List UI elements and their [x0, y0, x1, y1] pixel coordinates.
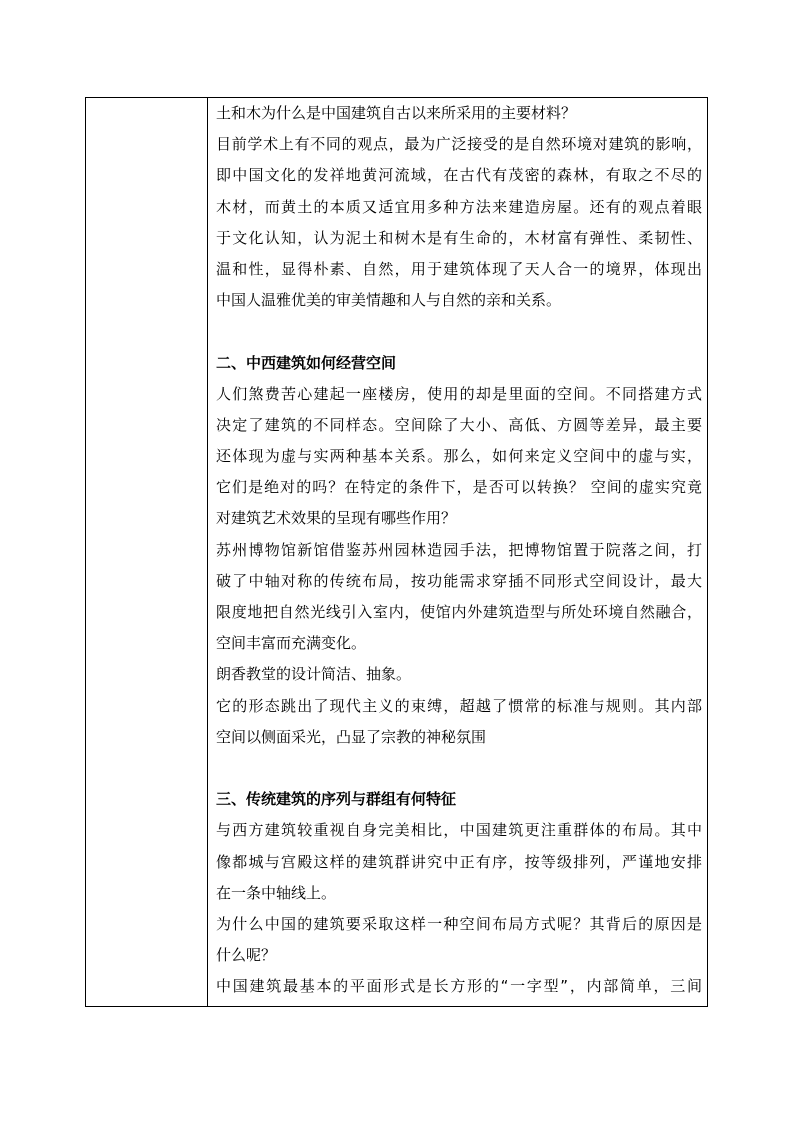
blank-line [216, 316, 702, 347]
paragraph-line: 限度地把自然光线引入室内，使馆内外建筑造型与所处环境自然融合， [216, 603, 702, 621]
paragraph-line: 空间丰富而充满变化。 [216, 634, 367, 653]
paragraph-line: 它的形态跳出了现代主义的束缚，超越了惯常的标准与规则。其内部 [216, 696, 702, 715]
paragraph-line: 还体现为虚与实两种基本关系。那么，如何来定义空间中的虚与实， [216, 447, 702, 466]
paragraph-line: 什么呢？ [216, 946, 277, 965]
paragraph-line: 朗香教堂的设计简洁、抽象。 [216, 665, 412, 684]
document-table [85, 97, 708, 1007]
table-left-cell [86, 98, 208, 1006]
paragraph-line: 土和木为什么是中国建筑自古以来所采用的主要材料？ [216, 104, 577, 122]
paragraph-line: 苏州博物馆新馆借鉴苏州园林造园手法，把博物馆置于院落之间，打 [216, 540, 702, 559]
paragraph-line: 空间以侧面采光，凸显了宗教的神秘氛围 [216, 727, 487, 746]
paragraph-line: 中国建筑最基本的平面形式是长方形的“一字型”，内部简单，三间 [216, 977, 702, 996]
paragraph-line: 对建筑艺术效果的呈现有哪些作用？ [216, 509, 457, 528]
paragraph-line: 木材，而黄土的本质又适宜用多种方法来建造房屋。还有的观点着眼 [216, 197, 702, 216]
table-right-cell [208, 98, 707, 1006]
paragraph-line: 为什么中国的建筑要采取这样一种空间布局方式呢？其背后的原因是 [216, 914, 702, 933]
section-heading: 三、传统建筑的序列与群组有何特征 [216, 790, 457, 809]
paragraph-line: 与西方建筑较重视自身完美相比，中国建筑更注重群体的布局。其中 [216, 821, 702, 840]
paragraph-line: 目前学术上有不同的观点，最为广泛接受的是自然环境对建筑的影响， [216, 135, 702, 154]
paragraph-line: 中国人温雅优美的审美情趣和人与自然的亲和关系。 [216, 291, 562, 310]
paragraph-line: 它们是绝对的吗？在特定的条件下，是否可以转换？ 空间的虚实究竟 [216, 478, 702, 497]
paragraph-line: 像都城与宫殿这样的建筑群讲究中正有序，按等级排列，严谨地安排 [216, 852, 702, 871]
paragraph-line: 在一条中轴线上。 [216, 883, 337, 902]
paragraph-line: 于文化认知，认为泥土和树木是有生命的，木材富有弹性、柔韧性、 [216, 228, 702, 247]
blank-line [216, 753, 702, 784]
paragraph-line: 温和性，显得朴素、自然，用于建筑体现了天人合一的境界，体现出 [216, 259, 702, 278]
paragraph-line: 决定了建筑的不同样态。空间除了大小、高低、方圆等差异，最主要 [216, 415, 702, 434]
paragraph-line: 破了中轴对称的传统布局，按功能需求穿插不同形式空间设计，最大 [216, 571, 702, 590]
cell-content [216, 98, 702, 1002]
section-heading: 二、中西建筑如何经营空间 [216, 353, 397, 372]
paragraph-line: 人们煞费苦心建起一座楼房，使用的却是里面的空间。不同搭建方式 [216, 384, 702, 403]
paragraph-line: 即中国文化的发祥地黄河流域，在古代有茂密的森林，有取之不尽的 [216, 166, 702, 185]
